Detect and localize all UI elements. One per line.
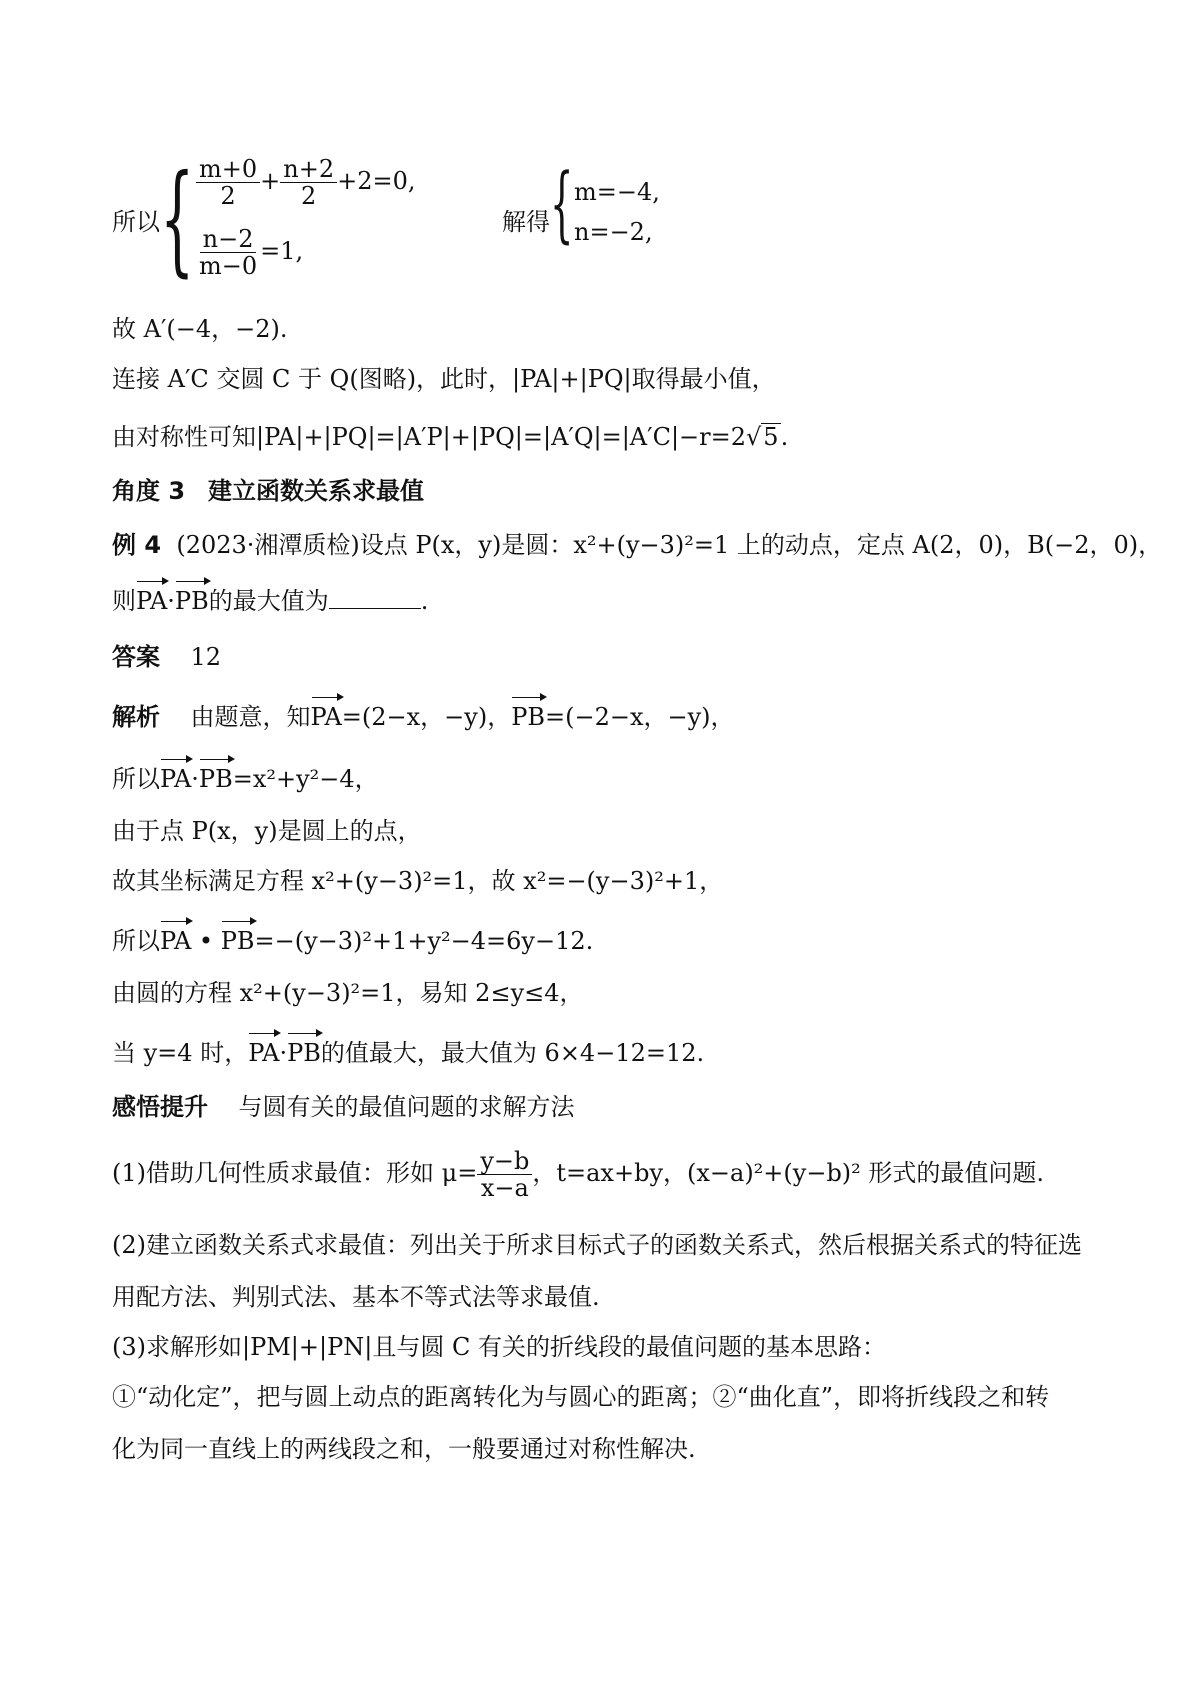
insight-line: 用配方法、判别式法、基本不等式法等求最值.	[112, 1283, 600, 1311]
analysis-line: 所以PA·PB=x²+y²−4，	[112, 762, 379, 796]
fraction: $\frac{y-b}{x-a}$	[477, 1148, 532, 1201]
example-line: 则PA·PB的最大值为 .	[112, 584, 428, 618]
sqrt-icon: √	[746, 423, 762, 451]
insight-line: 化为同一直线上的两线段之和，一般要通过对称性解决.	[112, 1435, 696, 1463]
insight-heading: 感悟提升 与圆有关的最值问题的求解方法	[112, 1093, 575, 1121]
equation-2: $\frac{n-2}{m-0}$ =1,	[196, 226, 303, 279]
fraction: $\frac{n+2}{2}$	[280, 156, 337, 209]
insight-line: (2)建立函数关系式求最值：列出关于所求目标式子的函数关系式，然后根据关系式的特征选	[112, 1231, 1082, 1259]
insight-line: (1)借助几何性质求最值：形如 μ= $\frac{y-b}{x-a}$ ，t=ax+by，(x−a)²+(y−b)² 形式的最值问题.	[112, 1147, 1045, 1202]
insight-line: ①“动化定”，把与圆上动点的距离转化为与圆心的距离；②“曲化直”，即将折线段之和转	[112, 1383, 1050, 1411]
analysis-line: 由圆的方程 x²+(y−3)²=1，易知 2≤y≤4，	[112, 979, 584, 1007]
text-line: 由对称性可知|PA|+|PQ|=|A′P|+|PQ|=|A′Q|=|A′C|−r=2√5.	[112, 423, 789, 451]
fraction: $\frac{m+0}{2}$	[196, 156, 260, 209]
system-prefix: 所以	[112, 208, 160, 236]
analysis-line: 由于点 P(x，y)是圆上的点，	[112, 817, 422, 845]
answer-line: 答案 12	[112, 643, 222, 671]
insight-line: (3)求解形如|PM|+|PN|且与圆 C 有关的折线段的最值问题的基本思路：	[112, 1333, 886, 1361]
analysis-line: 解析 由题意，知PA=(2−x，−y)，PB=(−2−x，−y)，	[112, 700, 735, 734]
solution-n: n=−2,	[574, 218, 653, 246]
text-line: 连接 A′C 交圆 C 于 Q(图略)，此时，|PA|+|PQ|取得最小值，	[112, 365, 776, 393]
text-line: 故 A′(−4，−2).	[112, 315, 288, 343]
example-line: 例 4 (2023·湘潭质检)设点 P(x，y)是圆：x²+(y−3)²=1 上的动点，定点 A(2，0)，B(−2，0)，	[112, 531, 1163, 559]
fraction: $\frac{n-2}{m-0}$	[199, 225, 258, 280]
left-brace-icon: {	[160, 150, 195, 289]
left-brace-icon: {	[550, 157, 574, 252]
solve-label: 解得	[502, 208, 550, 236]
analysis-line: 故其坐标满足方程 x²+(y−3)²=1，故 x²=−(y−3)²+1，	[112, 867, 724, 895]
equation-system	[112, 150, 732, 289]
analysis-line: 所以PA • PB=−(y−3)²+1+y²−4=6y−12.	[112, 924, 593, 958]
answer-blank	[329, 586, 421, 609]
analysis-line: 当 y=4 时，PA·PB的值最大，最大值为 6×4−12=12.	[112, 1036, 704, 1070]
section-heading: 角度 3 建立函数关系求最值	[112, 477, 424, 505]
solution-m: m=−4,	[574, 178, 660, 206]
equation-1: $\frac{m+0}{2}$ + $\frac{n+2}{2}$ +2=0,	[196, 156, 415, 209]
